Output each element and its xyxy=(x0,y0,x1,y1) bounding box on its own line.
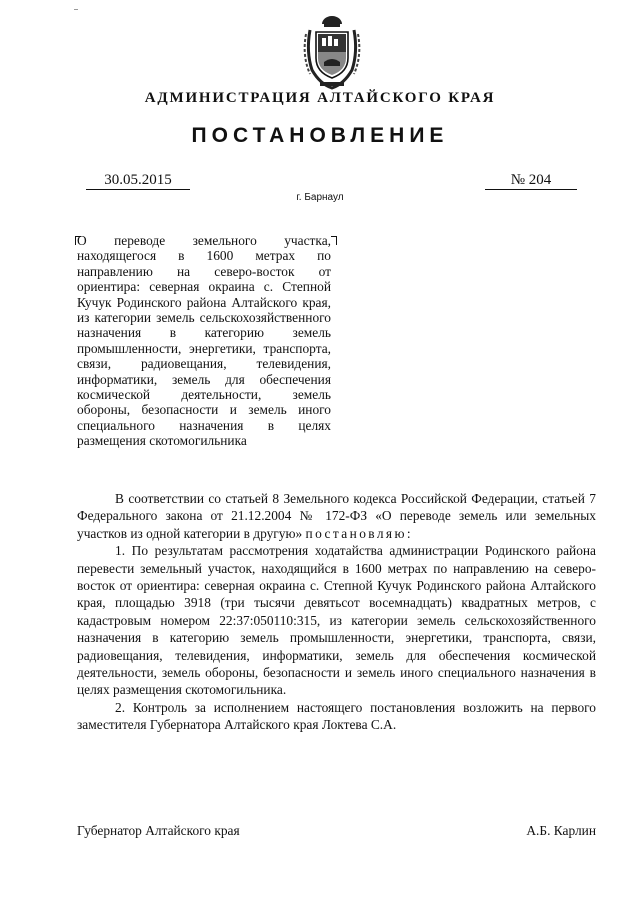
authority-name: АДМИНИСТРАЦИЯ АЛТАЙСКОГО КРАЯ xyxy=(144,90,496,106)
document-subject: О переводе земельного участка, находящегося в 1600 метрах по направлению на северо-восток от ориентира: северная окраина с. Степной Кучук Родинского района Алтайского края, из категории земель сельскохозяйственного назначения в категорию земель промышленности, энергетики, транспорта, связи, радиовещания, телевидения, информатики, земель для обеспечения космической деятельности, земель обороны, безопасности и земель иного специального назначения в целях размещения скотомогильника xyxy=(77,233,331,449)
document-number: № 204 xyxy=(485,172,577,190)
document-body xyxy=(77,490,596,734)
coat-of-arms-icon xyxy=(296,12,368,92)
preamble-paragraph xyxy=(77,490,596,542)
document-type: ПОСТАНОВЛЕНИЕ xyxy=(191,124,449,147)
document-city: г. Барнаул xyxy=(296,192,344,203)
resolve-word: постановляю: xyxy=(305,525,414,541)
item-1-paragraph: 1. По результатам рассмотрения ходатайства администрации Родинского района перевести земельный участок, находящийся в 1600 метрах по направлению на северо-восток от ориентира: северная окраина с. Степной Кучук Родинского района Алтайского края, площадью 3918 (три тысячи девятьсот восемнадцать) квадратных метров, с кадастровым номером 22:37:050110:315, из категории земель сельскохозяйственного назначения в категорию земель промышленности, энергетики, транспорта, связи, радиовещания, телевидения, информатики, земель для обеспечения космической деятельности, земель обороны, безопасности и земель иного специального назначения в целях размещения скотомогильника. xyxy=(77,543,596,698)
subject-corner-left xyxy=(75,236,81,245)
scan-mark xyxy=(74,9,78,10)
signer-title: Губернатор Алтайского края xyxy=(77,823,240,838)
document-date: 30.05.2015 xyxy=(86,172,190,190)
subject-corner-right xyxy=(331,236,337,245)
signer-name: А.Б. Карлин xyxy=(526,823,596,838)
preamble-text: В соответствии со статьей 8 Земельного кодекса Российской Федерации, статьей 7 Федерального закона от 21.12.2004 № 172-ФЗ «О переводе земель или земельных участков из одной категории в другую» xyxy=(77,491,596,541)
subject-block xyxy=(77,233,331,449)
item-2-paragraph: 2. Контроль за исполнением настоящего постановления возложить на первого заместителя Губернатора Алтайского края Локтева С.А. xyxy=(77,699,596,733)
